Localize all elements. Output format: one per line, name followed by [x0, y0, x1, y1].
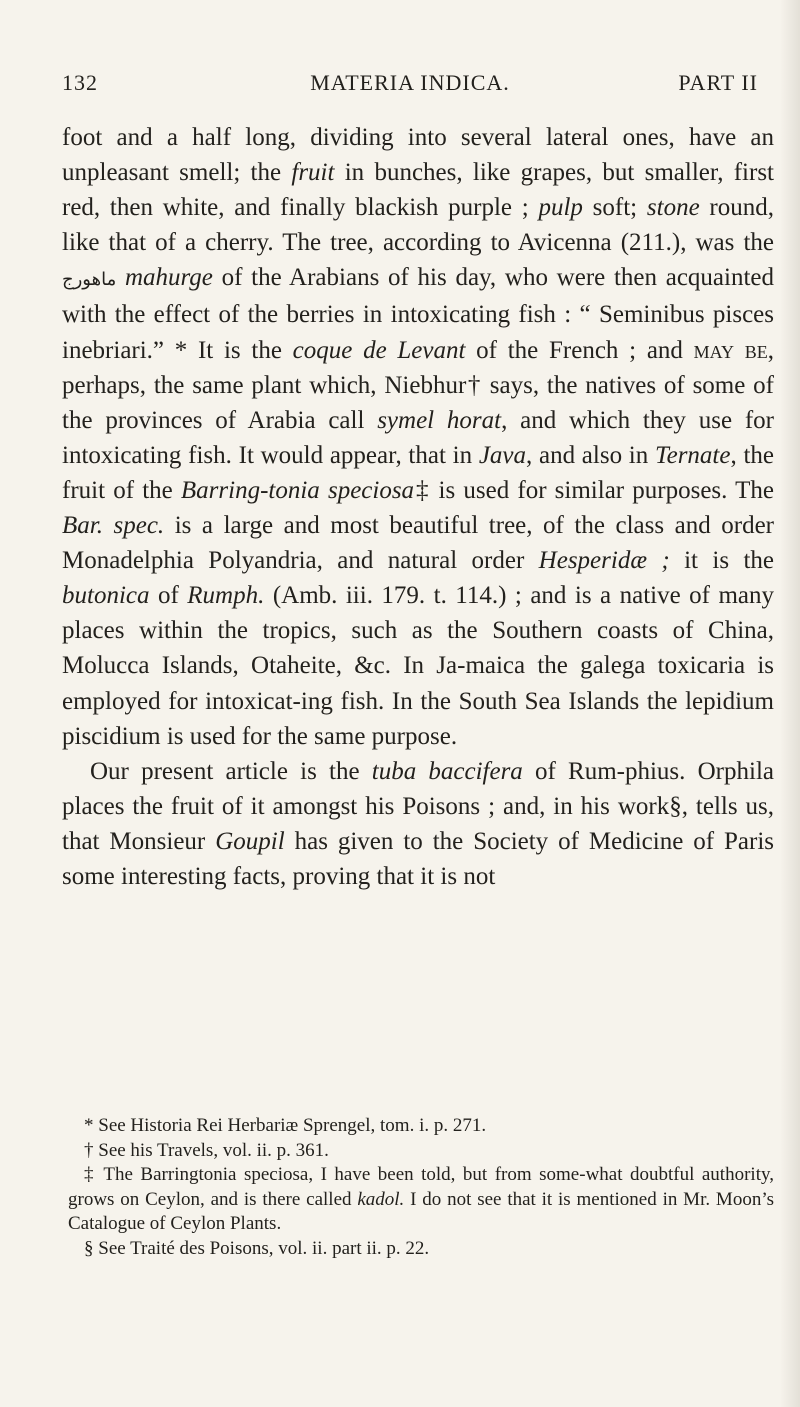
term-rumph: Rumph. [187, 582, 265, 610]
footnote-1: * See Historia Rei Herbariæ Sprengel, tom. i. p. 271. [84, 1115, 487, 1136]
footnote-4: § See Traité des Poisons, vol. ii. part ii. p. 22. [84, 1237, 430, 1259]
paragraph-2: Our present article is the tuba baccifera of Rum-phius. Orphila places the fruit of it amongst his Poisons ; and, in his work§, tells us, that Monsieur Goupil has given to the Society of Medicine of Paris some interesting facts, proving that it is not [62, 757, 774, 890]
part-label: PART II [678, 70, 758, 95]
arabic-word: ماهورج [62, 269, 117, 291]
term-mahurge: mahurge [124, 264, 213, 292]
term-barringtonia-speciosa: Barring-tonia speciosa [180, 476, 415, 504]
paragraph-1: foot and a half long, dividing into several lateral ones, have an unpleasant smell; the fruit in bunches, like grapes, but smaller, first red, then white, and finally blackish purple ; pulp soft; stone round, like that of a cherry. The tree, according to Avicenna (211.), was the ماهورج mahurge of the Arabians of his day, who were then acquainted with the effect of the berries in intoxicating fish : “ Seminibus pisces inebriari.” * It is the coque de Levant of the French ; and may be, perhaps, the same plant which, Niebhur† says, the natives of some of the provinces of Arabia call symel horat, and which they use for intoxicating fish. It would appear, that in Java, and also in Ternate, the fruit of the Barring-tonia speciosa‡ is used for similar purposes. The Bar. spec. is a large and most beautiful tree, of the class and order Monadelphia Polyandria, and natural order Hesperidæ ; it is the butonica of Rumph. (Amb. iii. 179. t. 114.) ; and is a native of many places within the tropics, such as the Southern coasts of China, Molucca Islands, Otaheite, &c. In Ja-maica the galega toxicaria is employed for intoxicat-ing fish. In the South Sea Islands the lepidium piscidium is used for the same purpose. [62, 124, 774, 750]
term-java: Java [478, 441, 527, 469]
running-title: MATERIA INDICA. [310, 70, 510, 95]
main-text [62, 120, 774, 894]
term-ternate: Ternate [654, 441, 731, 469]
footnotes [62, 1114, 774, 1262]
term-pulp: pulp [538, 194, 583, 222]
footnote-3: ‡ The Barringtonia speciosa, I have been told, but from some-what doubtful authority, grows on Ceylon, and is there called kadol. I do not see that it is mentioned in Mr. Moon’s Catalogue of Ceylon Plants. [68, 1164, 774, 1235]
page-gutter-shadow [780, 0, 800, 1407]
term-hesperidae: Hesperidæ ; [538, 547, 670, 575]
term-tuba-baccifera: tuba baccifera [371, 757, 523, 785]
term-coque-de-levant: coque de Levant [292, 336, 466, 364]
term-butonica: butonica [62, 582, 150, 610]
footnote-2: † See his Travels, vol. ii. p. 361. [84, 1139, 329, 1161]
term-symel-horat: symel horat [377, 406, 502, 434]
term-goupil: Goupil [215, 827, 285, 855]
term-fruit: fruit [291, 159, 335, 187]
small-caps-may-be: may be [693, 336, 768, 364]
term-bar-spec: Bar. spec. [62, 512, 165, 540]
term-kadol: kadol. [357, 1188, 405, 1210]
page-number: 132 [62, 70, 98, 95]
term-stone: stone [646, 194, 700, 222]
running-header [62, 70, 758, 104]
